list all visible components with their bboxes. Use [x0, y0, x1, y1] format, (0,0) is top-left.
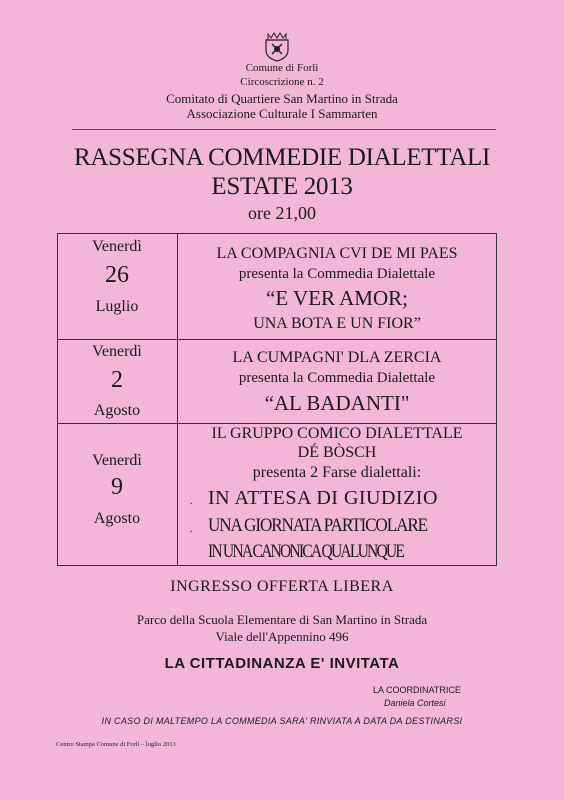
- farsa-title: IN UNA CANONICA QUALUNQUE: [208, 541, 404, 562]
- event-presents: presenta la Commedia Dialettale: [238, 266, 436, 282]
- event-presents: presenta la Commedia Dialettale: [238, 370, 436, 386]
- event-play-title: “AL BADANTI": [264, 391, 410, 415]
- table-row-divider: [57, 339, 497, 340]
- event-day: 2: [111, 367, 123, 393]
- event-company: LA COMPAGNIA CVI DE MI PAES: [216, 245, 458, 262]
- event-month: Luglio: [95, 298, 139, 315]
- farsa-title: UNA GIORNATA PARTICOLARE: [208, 515, 428, 536]
- comune-label: Comune di Forlì: [245, 62, 319, 74]
- event-play-title-cont: UNA BOTA E UN FIOR”: [253, 315, 421, 332]
- header-divider: [72, 129, 496, 130]
- event-weekday: Venerdì: [92, 452, 142, 469]
- event-month: Agosto: [93, 510, 141, 527]
- table-row-divider: [57, 423, 497, 424]
- comitato-label: Comitato di Quartiere San Martino in Strada: [166, 91, 398, 106]
- farsa-title: IN ATTESA DI GIUDIZIO: [208, 487, 438, 509]
- show-time: ore 21,00: [248, 203, 316, 223]
- coat-of-arms-seal: [262, 30, 292, 62]
- event-weekday: Venerdì: [92, 343, 142, 360]
- event-month: Agosto: [93, 402, 141, 419]
- event-day: 26: [105, 262, 129, 288]
- associazione-label: Associazione Culturale I Sammarten: [186, 106, 378, 121]
- coordinator-role: LA COORDINATRICE: [373, 685, 461, 695]
- event-company-cont: DÉ BÒSCH: [297, 444, 377, 461]
- event-day: 9: [111, 474, 123, 500]
- coordinator-name: Daniela Cortesi: [384, 698, 446, 708]
- page-title: RASSEGNA COMMEDIE DIALETTALI: [74, 144, 490, 171]
- invitation-text: LA CITTADINANZA E' INVITATA: [164, 655, 400, 672]
- weather-notice: IN CASO DI MALTEMPO LA COMMEDIA SARA' RINVIATA A DATA DA DESTINARSI: [101, 716, 463, 726]
- page-subtitle: ESTATE 2013: [211, 173, 353, 200]
- event-company: IL GRUPPO COMICO DIALETTALE: [211, 425, 463, 442]
- event-presents: presenta 2 Farse dialettali:: [252, 464, 422, 481]
- event-weekday: Venerdì: [92, 238, 142, 255]
- bullet: .: [190, 496, 193, 507]
- event-company: LA CUMPAGNI' DLA ZERCIA: [232, 349, 442, 366]
- bullet: .: [190, 524, 193, 535]
- venue-name: Parco della Scuola Elementare di San Martino in Strada: [136, 612, 428, 627]
- circoscrizione-label: Circoscrizione n. 2: [240, 76, 324, 88]
- entry-notice: INGRESSO OFFERTA LIBERA: [170, 578, 394, 595]
- event-play-title: “E VER AMOR;: [266, 286, 408, 310]
- print-credit: Centro Stampa Comune di Forlì – luglio 2013: [56, 741, 176, 748]
- venue-address: Viale dell'Appennino 496: [215, 629, 349, 644]
